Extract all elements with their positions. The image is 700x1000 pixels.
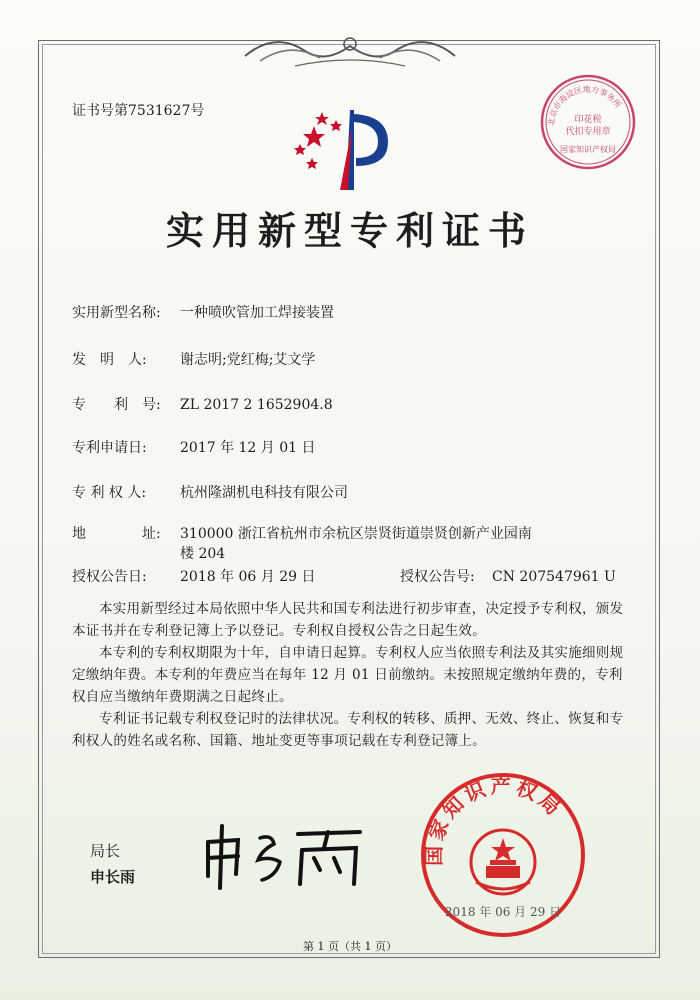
stamp-mid-text-2: 代扣专用章: [565, 127, 611, 137]
field-label: 授权公告号:: [400, 569, 475, 585]
field-label: 专 利 权 人:: [72, 485, 147, 501]
director-name: 申长雨: [90, 868, 136, 886]
field-application-date: [72, 437, 316, 457]
address-line-2: 楼 204: [180, 546, 226, 562]
field-value: 谢志明;党红梅;艾文学: [180, 352, 316, 368]
seal-date: 2018 年 06 月 29 日: [444, 905, 562, 919]
field-patentee: [72, 482, 348, 502]
stamp-bottom-text: 国家知识产权局: [560, 145, 616, 154]
field-address: [72, 523, 532, 543]
field-value: 一种喷吹管加工焊接装置: [180, 305, 334, 321]
seal-arc-text: 国家知识产权局: [421, 773, 569, 867]
field-announce-date: [72, 566, 316, 586]
paragraph-1: 本实用新型经过本局依照中华人民共和国专利法进行初步审查，决定授予专利权，颁发本证书并在专利登记簿上予以登记。专利权自授权公告之日起生效。: [72, 601, 624, 639]
field-announce-number: [400, 566, 616, 586]
field-label: 授权公告日:: [72, 569, 147, 585]
field-value: 杭州隆湖机电科技有限公司: [180, 485, 348, 501]
field-label: 地 址:: [72, 526, 161, 542]
field-label: 专利申请日:: [72, 440, 147, 456]
field-utility-model-name: [72, 302, 334, 322]
field-value: CN 207547961 U: [492, 569, 616, 585]
official-seal: [418, 770, 588, 940]
page-number: 第 1 页（共 1 页）: [303, 940, 397, 953]
cnipa-logo-icon: [292, 108, 402, 193]
paragraph-2: 本专利的专利权期限为十年，自申请日起算。专利权人应当依照专利法及其实施细则规定缴纳年费。本专利的年费应当在每年 12 月 01 日前缴纳。未按照规定缴纳年费的，专利权自应当缴纳年费期满之日起终止。: [72, 645, 624, 705]
top-ornament-icon: [235, 26, 465, 76]
field-label: 发 明 人:: [72, 352, 147, 368]
field-inventors: [72, 349, 315, 369]
paragraph-3: 专利证书记载专利权登记时的法律状况。专利权的转移、质押、无效、终止、恢复和专利权人的姓名或名称、国籍、地址变更等事项记载在专利登记簿上。: [72, 711, 624, 749]
field-label: 专 利 号:: [72, 397, 161, 413]
certificate-number: 证书号第7531627号: [72, 103, 205, 119]
national-emblem-icon: [471, 830, 535, 894]
field-label: 实用新型名称:: [72, 305, 161, 321]
field-patent-number: [72, 394, 333, 414]
stamp-arc-text: 北京市海淀区地方事务所: [546, 84, 623, 127]
field-value: 310000 浙江省杭州市余杭区崇贤街道崇贤创新产业园南: [180, 526, 532, 542]
director-title: 局长: [90, 842, 121, 860]
field-value: 2017 年 12 月 01 日: [180, 440, 316, 456]
field-value: 2018 年 06 月 29 日: [180, 569, 316, 585]
tax-stamp: [538, 72, 638, 172]
stamp-mid-text-1: 印花税: [574, 115, 602, 125]
document-title: 实用新型专利证书: [165, 208, 534, 253]
field-value: ZL 2017 2 1652904.8: [180, 397, 333, 413]
director-signature: [200, 820, 365, 890]
